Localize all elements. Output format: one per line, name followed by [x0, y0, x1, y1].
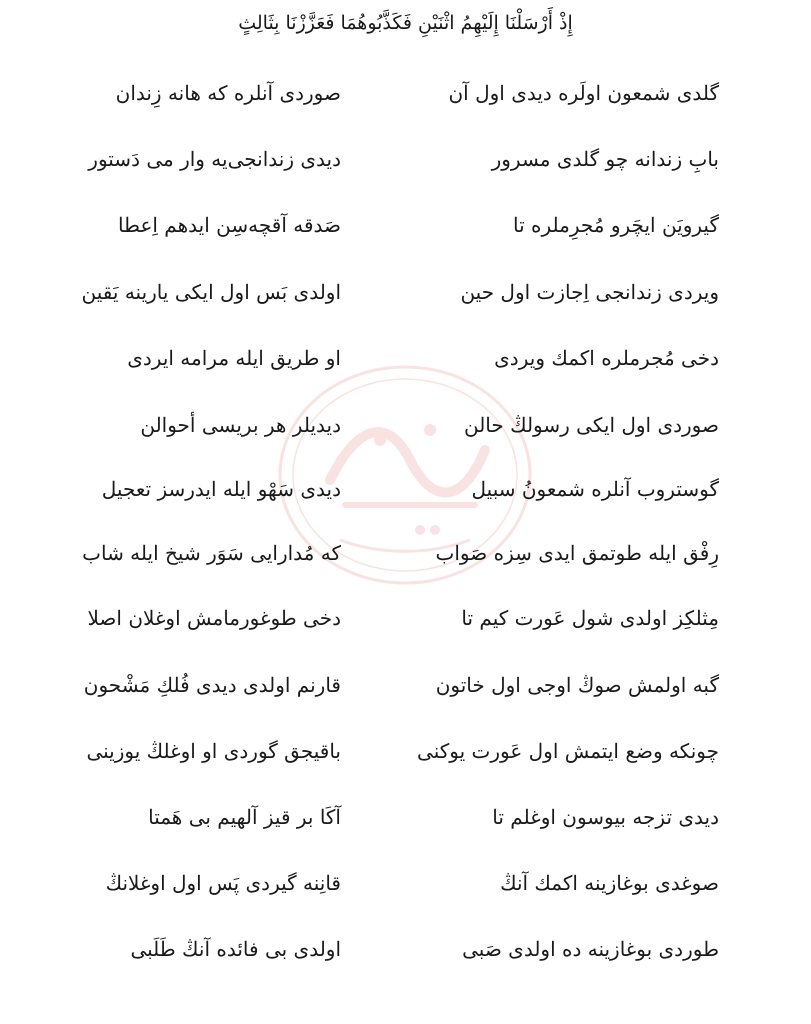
- second-hemistich: آکَا بر قیز آلهیم بی هَمتا: [148, 805, 341, 829]
- couplet: [0, 272, 811, 312]
- second-hemistich: باقیجق گوردی او اوغلڭ یوزینی: [86, 739, 341, 763]
- second-hemistich: قانِنه گیردی پَس اول اوغلانڭ: [105, 871, 341, 895]
- couplet: [0, 598, 811, 638]
- first-hemistich: طوردی بوغازینه ده اولدی صَبی: [462, 937, 719, 961]
- couplet: [0, 533, 811, 573]
- first-hemistich: چونکه وضع ایتمش اول عَورت یوکنی: [417, 739, 719, 763]
- couplet: [0, 863, 811, 903]
- first-hemistich: رِفْق ایله طوتمق ایدی سِزه صَواب: [435, 541, 719, 565]
- first-hemistich: گیرویَن ایچَرو مُجرِملره تا: [512, 213, 719, 237]
- couplet: [0, 929, 811, 969]
- second-hemistich: اولدی بَس اول ایکی یارینه یَقین: [81, 280, 341, 304]
- second-hemistich: که مُدارایی سَوَر شیخ ایله شاب: [82, 541, 341, 565]
- first-hemistich: مِثلکِز اولدی شول عَورت کیم تا: [461, 606, 719, 630]
- couplet: [0, 469, 811, 509]
- second-hemistich: قارنم اولدی دیدی فُلكِ مَشْحون: [83, 673, 341, 697]
- couplet: [0, 665, 811, 705]
- couplet: [0, 139, 811, 179]
- first-hemistich: ویردی زندانجی اِجازت اول حین: [460, 280, 719, 304]
- couplet: [0, 205, 811, 245]
- first-hemistich: صوردی اول ایکی رسولڭ حالن: [463, 413, 719, 437]
- couplet: [0, 731, 811, 771]
- second-hemistich: صوردی آنلره که هانه زِندان: [115, 81, 341, 105]
- first-hemistich: صوغدی بوغازینه اکمك آنڭ: [500, 871, 719, 895]
- second-hemistich: دیدی زندانجی‌یه وار می دَستور: [88, 147, 341, 171]
- first-hemistich: بابِ زندانه چو گلدی مسرور: [491, 147, 719, 171]
- second-hemistich: دیدی سَهْو ایله ایدرسز تعجیل: [101, 477, 341, 501]
- first-hemistich: دخی مُجرملره اکمك ویردی: [494, 346, 719, 370]
- second-hemistich: دخی طوغورمامش اوغلان اصلا: [87, 606, 341, 630]
- couplet: [0, 405, 811, 445]
- first-hemistich: دیدی تزجه بیوسون اوغلم تا: [492, 805, 719, 829]
- couplet: [0, 338, 811, 378]
- first-hemistich: گبه اولمش صوڭ اوجی اول خاتون: [435, 673, 719, 697]
- second-hemistich: او طریق ایله مرامه ایردی: [127, 346, 341, 370]
- couplet: [0, 797, 811, 837]
- first-hemistich: گلدی شمعون اولَره دیدی اول آن: [448, 81, 719, 105]
- second-hemistich: صَدقه آقچه‌سِن ایدهم اِعطا: [117, 213, 341, 237]
- quran-verse-heading: إِذْ أَرْسَلْنَا إِلَيْهِمُ اثْنَيْنِ فَكَذَّبُوهُمَا فَعَزَّزْنَا بِثَالِثٍ: [238, 12, 573, 34]
- second-hemistich: اولدی بی فائده آنڭ طَلَبی: [130, 937, 341, 961]
- second-hemistich: دیدیلر هر بریسی أحوالن: [140, 413, 341, 437]
- first-hemistich: گوستروب آنلره شمعونُ سبیل: [471, 477, 719, 501]
- couplet: [0, 73, 811, 113]
